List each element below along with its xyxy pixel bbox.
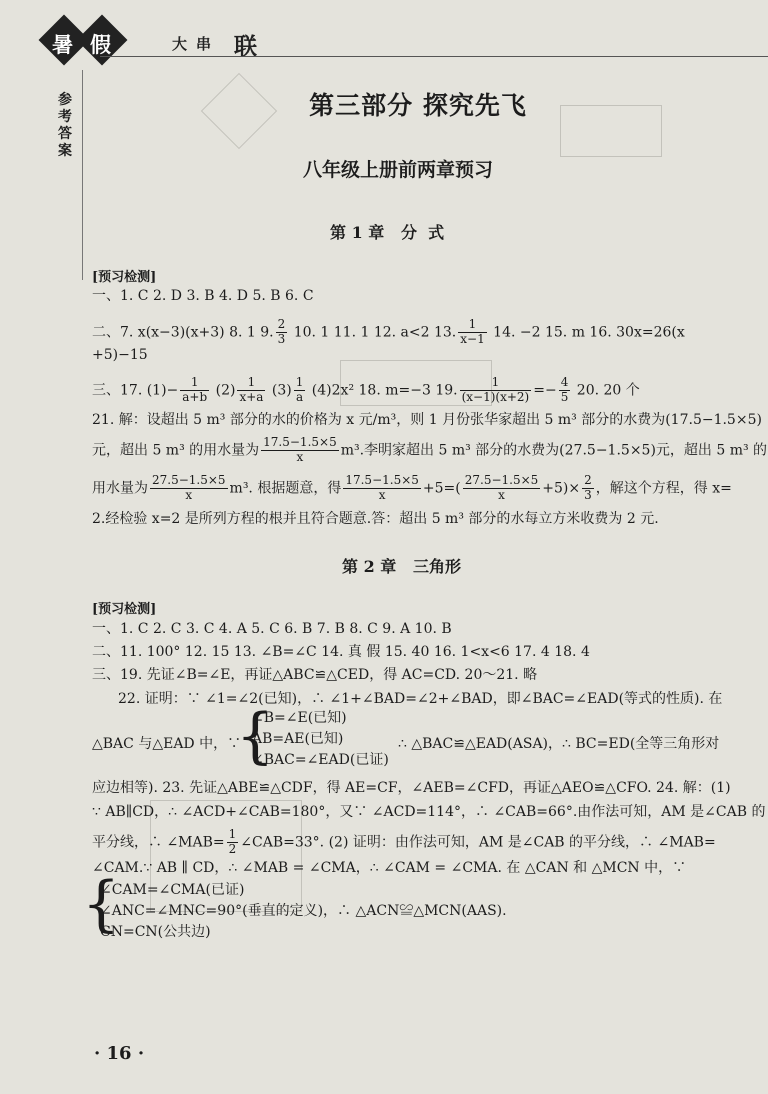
ch1-line: 一、1. C 2. D 3. B 4. D 5. B 6. C <box>92 288 314 304</box>
page-number: · 16 · <box>94 1043 145 1064</box>
fraction: $\frac{1}{2}$ <box>228 827 237 856</box>
brand-char: 联 <box>234 33 257 60</box>
brace-icon: { <box>82 869 121 939</box>
fraction: $\frac{1}{x-1}$ <box>460 317 485 346</box>
ch1-line: 用水量为 $\frac{27.5-1.5\times 5}{x}$ m³. 根据题意，得 $\frac{17.5-1.5\times 5}{x}$ +5=( $\frac{27.5-1.5\times 5}{x}$ +5)× $\frac{2}{3}$ ，解这个方程，得 x= <box>92 473 732 502</box>
ch2-line: ∴ △BAC≌△EAD(ASA)，∴ BC=ED(全等三角形对 <box>398 736 720 752</box>
chapter2-label: [预习检测] <box>92 602 157 617</box>
equation-system: ∠CAM=∠CMA(已证) ∠ANC=∠MNC=90°(垂直的定义)，∴ △ACN≌△MCN(AAS). CN=CN(公共边) <box>100 882 507 940</box>
ch1-line: 元，超出 5 m³ 的用水量为 $\frac{17.5-1.5\times 5}{x}$ m³.李明家超出 5 m³ 部分的水费为(27.5−1.5×5)元，超出 5 m³ 的 <box>92 435 768 464</box>
fraction: $\frac{4}{5}$ <box>560 375 569 404</box>
fraction: $\frac{17.5-1.5\times 5}{x}$ <box>263 435 337 464</box>
section-subtitle: 八年级上册前两章预习 <box>302 159 493 181</box>
ch1-line: 二、7. x(x−3)(x+3) 8. 1 9. $\frac{2}{3}$ 10. 1 11. 1 12. a<2 13. $\frac{1}{x-1}$ 14. −2 15. m 16. 30x=26(x <box>92 317 685 346</box>
fraction: $\frac{1}{x+a}$ <box>239 375 264 404</box>
brand-char: 假 <box>90 33 111 57</box>
ch1-line: 21. 解：设超出 5 m³ 部分的水的价格为 x 元/m³，则 1 月份张华家超出 5 m³ 部分的水费为(17.5−1.5×5) <box>92 412 762 428</box>
fraction: $\frac{17.5-1.5\times 5}{x}$ <box>345 473 419 502</box>
ch1-line: +5)−15 <box>92 347 148 363</box>
header-rule <box>100 56 768 57</box>
fraction: $\frac{1}{a}$ <box>295 375 304 404</box>
equation-system: ∠B=∠E(已知) AB=AE(已知) ∠BAC=∠EAD(已证) <box>252 710 389 768</box>
brand-char: 暑 <box>52 33 73 57</box>
brace-icon: { <box>236 701 275 771</box>
fraction: $\frac{2}{3}$ <box>584 473 592 502</box>
part-title: 第三部分 探究先飞 <box>309 91 527 120</box>
fraction: $\frac{2}{3}$ <box>277 317 286 346</box>
ch2-line: 应边相等). 23. 先证△ABE≌△CDF，得 AE=CF，∠AEB=∠CFD，再证△AEO≌△CFO. 24. 解：(1) <box>92 780 731 796</box>
ch2-line: 一、1. C 2. C 3. C 4. A 5. C 6. B 7. B 8. C 9. A 10. B <box>92 621 452 637</box>
ch2-line: ∠CAM.∵ AB ∥ CD，∴ ∠MAB = ∠CMA，∴ ∠CAM = ∠CMA. 在 △CAN 和 △MCN 中，∵ <box>92 860 687 876</box>
chapter2-title: 第 2 章 三角形 <box>342 557 461 576</box>
ch2-line: 平分线，∴ ∠MAB= $\frac{1}{2}$ ∠CAB=33°. (2) 证明：由作法可知，AM 是∠CAB 的平分线，∴ ∠MAB= <box>92 827 716 856</box>
ch2-line: △BAC 与△EAD 中，∵ <box>92 736 242 752</box>
fraction: $\frac{1}{a+b}$ <box>182 375 208 404</box>
brand-char: 串 <box>196 35 212 53</box>
ch2-line: 22. 证明：∵ ∠1=∠2(已知)，∴ ∠1+∠BAD=∠2+∠BAD，即∠BAC=∠EAD(等式的性质). 在 <box>118 691 723 707</box>
header-brand <box>44 20 264 60</box>
chapter1-label: [预习检测] <box>92 270 157 285</box>
brand-char: 大 <box>172 35 188 53</box>
fraction: $\frac{27.5-1.5\times 5}{x}$ <box>152 473 226 502</box>
ch2-line: 二、11. 100° 12. 15 13. ∠B=∠C 14. 真 假 15. 40 16. 1<x<6 17. 4 18. 4 <box>92 644 590 660</box>
ch1-line: 三、17. (1)− $\frac{1}{a+b}$ (2) $\frac{1}{x+a}$ (3) $\frac{1}{a}$ (4)2x² 18. m=−3 19. $\frac{1}{(x-1)(x+2)}$ =− $\frac{4}{5}$ 20. 20 个 <box>92 375 640 404</box>
ch1-line: 2.经检验 x=2 是所列方程的根并且符合题意.答：超出 5 m³ 部分的水每立方米收费为 2 元. <box>92 511 659 527</box>
ch2-line: ∵ AB∥CD，∴ ∠ACD+∠CAB=180°，又∵ ∠ACD=114°，∴ ∠CAB=66°.由作法可知，AM 是∠CAB 的 <box>92 804 766 820</box>
fraction: $\frac{1}{(x-1)(x+2)}$ <box>461 375 530 404</box>
side-label: 参考答案 <box>58 92 72 159</box>
chapter1-title: 第 1 章 分 式 <box>330 223 445 242</box>
fraction: $\frac{27.5-1.5\times 5}{x}$ <box>464 473 539 502</box>
ch2-line: 三、19. 先证∠B=∠E，再证△ABC≌△CED，得 AC=CD. 20～21. 略 <box>92 667 538 683</box>
